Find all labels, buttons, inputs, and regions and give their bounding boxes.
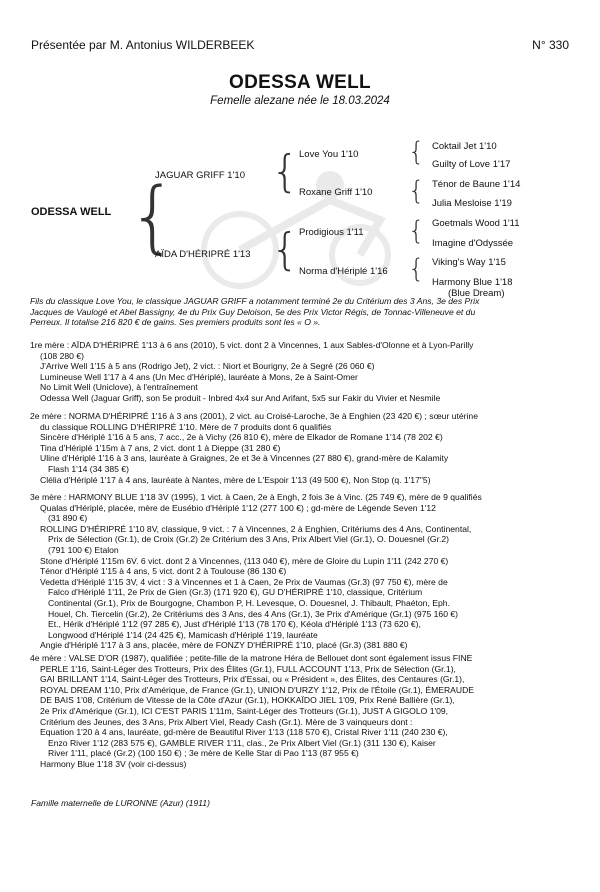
pedigree-subject: ODESSA WELL [31,206,112,218]
mere-2-heading: 2e mère : NORMA D'HÉRIPRÉ 1'16 à 3 ans (2001), 2 vict. au Croisé-Laroche, 3e à Enghien (23 420 €) ; sœur utérine [30,411,478,421]
g3-8-note: (Blue Dream) [448,288,505,299]
maternal-family: Famille maternelle de LURONNE (Azur) (1911) [31,798,210,808]
mere-4-produce: Harmony Blue 1'18 3V (voir ci-dessus) [40,758,187,769]
mere-2-line: du classique ROLLING D'HÉRIPRÉ 1'10. Mère de 7 produits dont 6 qualifiés [40,421,332,432]
g3-1: Coktail Jet 1'10 [432,141,497,152]
mere-1-line: (108 280 €) [40,350,84,361]
intro-line: Perreux. Il totalise 216 820 € de gains. Ses premiers produits sont les « O ». [30,317,321,328]
brace-3b: { [408,176,425,206]
mere-1-section [30,340,570,404]
mere-4-line: PERLE 1'16, Saint-Léger des Trotteurs, Prix des Élites (Gr.1), FULL ACCOUNT 1'13, Prix de Sélection (Gr.1), [40,663,456,674]
pedigree-dam: AÏDA D'HÉRIPRÉ 1'13 [155,249,251,260]
mere-4-produce: Equation 1'20 à 4 ans, lauréate, gd-mère de Beautiful River 1'13 (118 570 €), Cristal River 1'11 (240 230 €), [40,727,448,738]
mere-3-line: (31 890 €) [48,513,88,524]
pedigree-dam-sire: Prodigious 1'11 [299,227,364,238]
presenter: Présentée par M. Antonius WILDERBEEK [31,38,255,52]
horse-description: Femelle alezane née le 18.03.2024 [210,95,390,107]
g3-7: Viking's Way 1'15 [432,257,506,268]
pedigree-dam-dam: Norma d'Hériplé 1'16 [299,266,388,277]
mere-1-produce: Odessa Well (Jaguar Griff), son 5e produit - Inbred 4x4 sur And Arifant, 5x5 sur Fakir du Vivier et Nesmile [40,392,441,403]
mere-4-line: ROYAL DREAM 1'10, Prix d'Amérique, de France (Gr.1), UNION D'URZY 1'12, Prix de l'Étoile (Gr.1), ÉMERAUDE [40,684,475,695]
mere-4-line: Critérium des Jeunes, des 3 Ans, Prix Albert Viel, Ready Cash (Gr.1). Mère de 3 vainqueurs dont : [40,716,413,727]
mere-2-line: Flash 1'14 (34 385 €) [48,463,129,474]
g3-8: Harmony Blue 1'18 [432,277,513,288]
mere-2-produce: Uline d'Hériplé 1'16 à 3 ans, lauréate à Graignes, 2e et 3e à Vincennes (27 880 €), grand-mère de Kalamity [40,453,449,464]
mere-3-produce: Stone d'Hériplé 1'15m 6V. 6 vict. dont 2 à Vincennes, (113 040 €), mère de Gloire du Lupin 1'11 (242 270 €) [40,555,449,566]
mere-4-section [30,653,570,770]
mere-3-line: Longwood d'Hériplé 1'14 (24 425 €), Mamicash d'Hériplé 1'19, lauréate [48,629,318,640]
mere-2-produce: Tina d'Hériplé 1'15m à 7 ans, 2 vict. dont 1 à Dieppe (31 280 €) [40,442,281,453]
pedigree-sire: JAGUAR GRIFF 1'10 [155,170,245,181]
mere-3-produce: Ténor d'Hériplé 1'15 à 4 ans, 5 vict. dont 2 à Toulouse (86 130 €) [40,566,287,577]
mere-3-produce: Angie d'Hériplé 1'17 à 3 ans, placée, mère de FONZY D'HÉRIPRÉ 1'10, placé (Gr.3) (381 880 €) [40,640,408,651]
mere-1-produce: J'Arrive Well 1'15 à 5 ans (Rodrigo Jet), 2 vict. : Niort et Bourigny, 2e à Segré (26 060 €) [40,361,375,372]
mere-4-line: GAI BRILLANT 1'14, Saint-Léger des Trotteurs, Prix d'Essai, ou « Président », des Élites, des Centaures (Gr.1), [40,674,465,685]
mere-3-produce: Qualas d'Hériplé, placée, mère de Eusébio d'Hériplé 1'12 (277 100 €) ; gd-mère de Légende Seven 1'12 [40,502,436,513]
mere-3-heading: 3e mère : HARMONY BLUE 1'18 3V (1995), 1 vict. à Caen, 2e à Engh, 2 fois 3e à Vinc. (25 749 €), mère de 9 qualifiés [30,492,482,502]
mere-1-produce: No Limit Well (Uniclove), à l'entraînement [40,382,198,393]
mere-4-line: River 1'11, placé (Gr.2) (100 150 €) ; 3e mère de Kelle Star di Pao 1'13 (87 955 €) [48,748,359,759]
mere-3-line: Houel, Ch. Tiercelin (Gr.2), 2e Critériums des 3 Ans, des 4 Ans (Gr.1), 3e Prix d'Amérique (Gr.1) (975 160 €) [48,608,459,619]
mere-3-section [30,492,570,651]
mere-2-section [30,411,570,485]
intro-line: Fils du classique Love You, le classique JAGUAR GRIFF a notamment terminé 2e du Critérium des 3 Ans, 3e des Prix [30,296,480,306]
g3-6: Imagine d'Odyssée [432,238,514,249]
mere-2-produce: Clélia d'Hériplé 1'17 à 4 ans, lauréate à Nantes, mère de L'Espoir 1'13 (49 500 €), Non Stop (q. 1'17"5) [40,474,431,485]
g3-5: Goetmals Wood 1'11 [432,218,520,229]
g3-3: Ténor de Baune 1'14 [432,179,521,190]
brace-3d: { [408,254,425,284]
brace-3c: { [408,216,425,246]
intro-paragraph [30,296,570,328]
mere-4-heading: 4e mère : VALSE D'OR (1987), qualifiée ; petite-fille de la matrone Héra de Bellouet dont sont également issus FINE [30,653,473,663]
mere-3-line: Et., Hérik d'Hériplé 1'12 (97 285 €), Just d'Hériplé 1'13 (78 170 €), Kéola d'Hériplé 1'13 (73 620 €), [48,619,421,630]
lot-number: N° 330 [532,38,569,52]
brace-1: { [128,172,178,262]
brace-3a: { [408,137,425,167]
mere-3-line: Falco d'Hériplé 1'11, 2e Prix de Gien (Gr.3) (171 920 €), GU D'HÉRIPRÉ 1'10, classique, Critérium [48,587,423,598]
mere-3-line: Prix de Sélection (Gr.1), de Croix (Gr.2) 2e Critérium des 3 Ans, Prix Albert Viel (Gr.1), O. Douesnel (Gr.2) [48,534,450,545]
mere-3-line: (791 100 €) Etalon [48,544,119,555]
pedigree-sire-dam: Roxane Griff 1'10 [299,187,373,198]
mere-4-line: DE BAIS 1'08, Critérium de Vitesse de la Côte d'Azur (Gr.1), HOKKAÏDO JIEL 1'09, Prix René Ballière (Gr.1), [40,695,455,706]
brace-2b: { [271,224,299,275]
mere-4-line: 2e Prix d'Amérique (Gr.1), ICI C'EST PARIS 1'11m, Saint-Léger des Trotteurs (Gr.1), JUST A GIGOLO 1'09, [40,705,449,716]
horse-name: ODESSA WELL [229,72,371,93]
mere-3-produce: Vedetta d'Hériplé 1'15 3V, 4 vict : 3 à Vincennes et 1 à Caen, 2e Prix de Vaumas (Gr.3) (97 750 €), mère de [40,576,448,587]
g3-2: Guilty of Love 1'17 [432,159,511,170]
intro-line: Jacques de Vaulogé et Abel Bassigny, 4e du Prix Guy Deloison, 5e des Prix Victor Régis, de Tonnac-Villeneuve et du [30,306,476,317]
brace-2a: { [271,146,299,197]
g3-4: Julia Mesloise 1'19 [432,198,512,209]
mere-4-line: Enzo River 1'12 (283 575 €), GAMBLE RIVER 1'11, clas., 2e Prix Albert Viel (Gr.1) (311 130 €), Kaiser [48,737,436,748]
pedigree-sire-sire: Love You 1'10 [299,149,359,160]
mere-3-produce: ROLLING D'HÉRIPRÉ 1'10 8V, classique, 9 vict. : 7 à Vincennes, 2 à Enghien, Critériums des 4 Ans, Continental, [40,523,472,534]
mere-2-produce: Sincère d'Hériplé 1'16 à 5 ans, 7 acc., 2e à Vichy (26 810 €), mère de Elkador de Romane 1'14 (78 202 €) [40,432,443,443]
mere-3-line: Continental (Gr.1), Prix de Bourgogne, Chambon P, H. Levesque, O. Douesnel, J. Thibault, Phaéton, Eph. [48,597,450,608]
mere-1-produce: Lumineuse Well 1'17 à 4 ans (Un Mec d'Hériplé), lauréate à Mons, 2e à Saint-Omer [40,371,358,382]
mere-1-heading: 1re mère : AÏDA D'HÉRIPRÉ 1'13 à 6 ans (2010), 5 vict. dont 2 à Vincennes, 1 aux Sables-d'Olonne et à Lyon-Parilly [30,340,474,350]
